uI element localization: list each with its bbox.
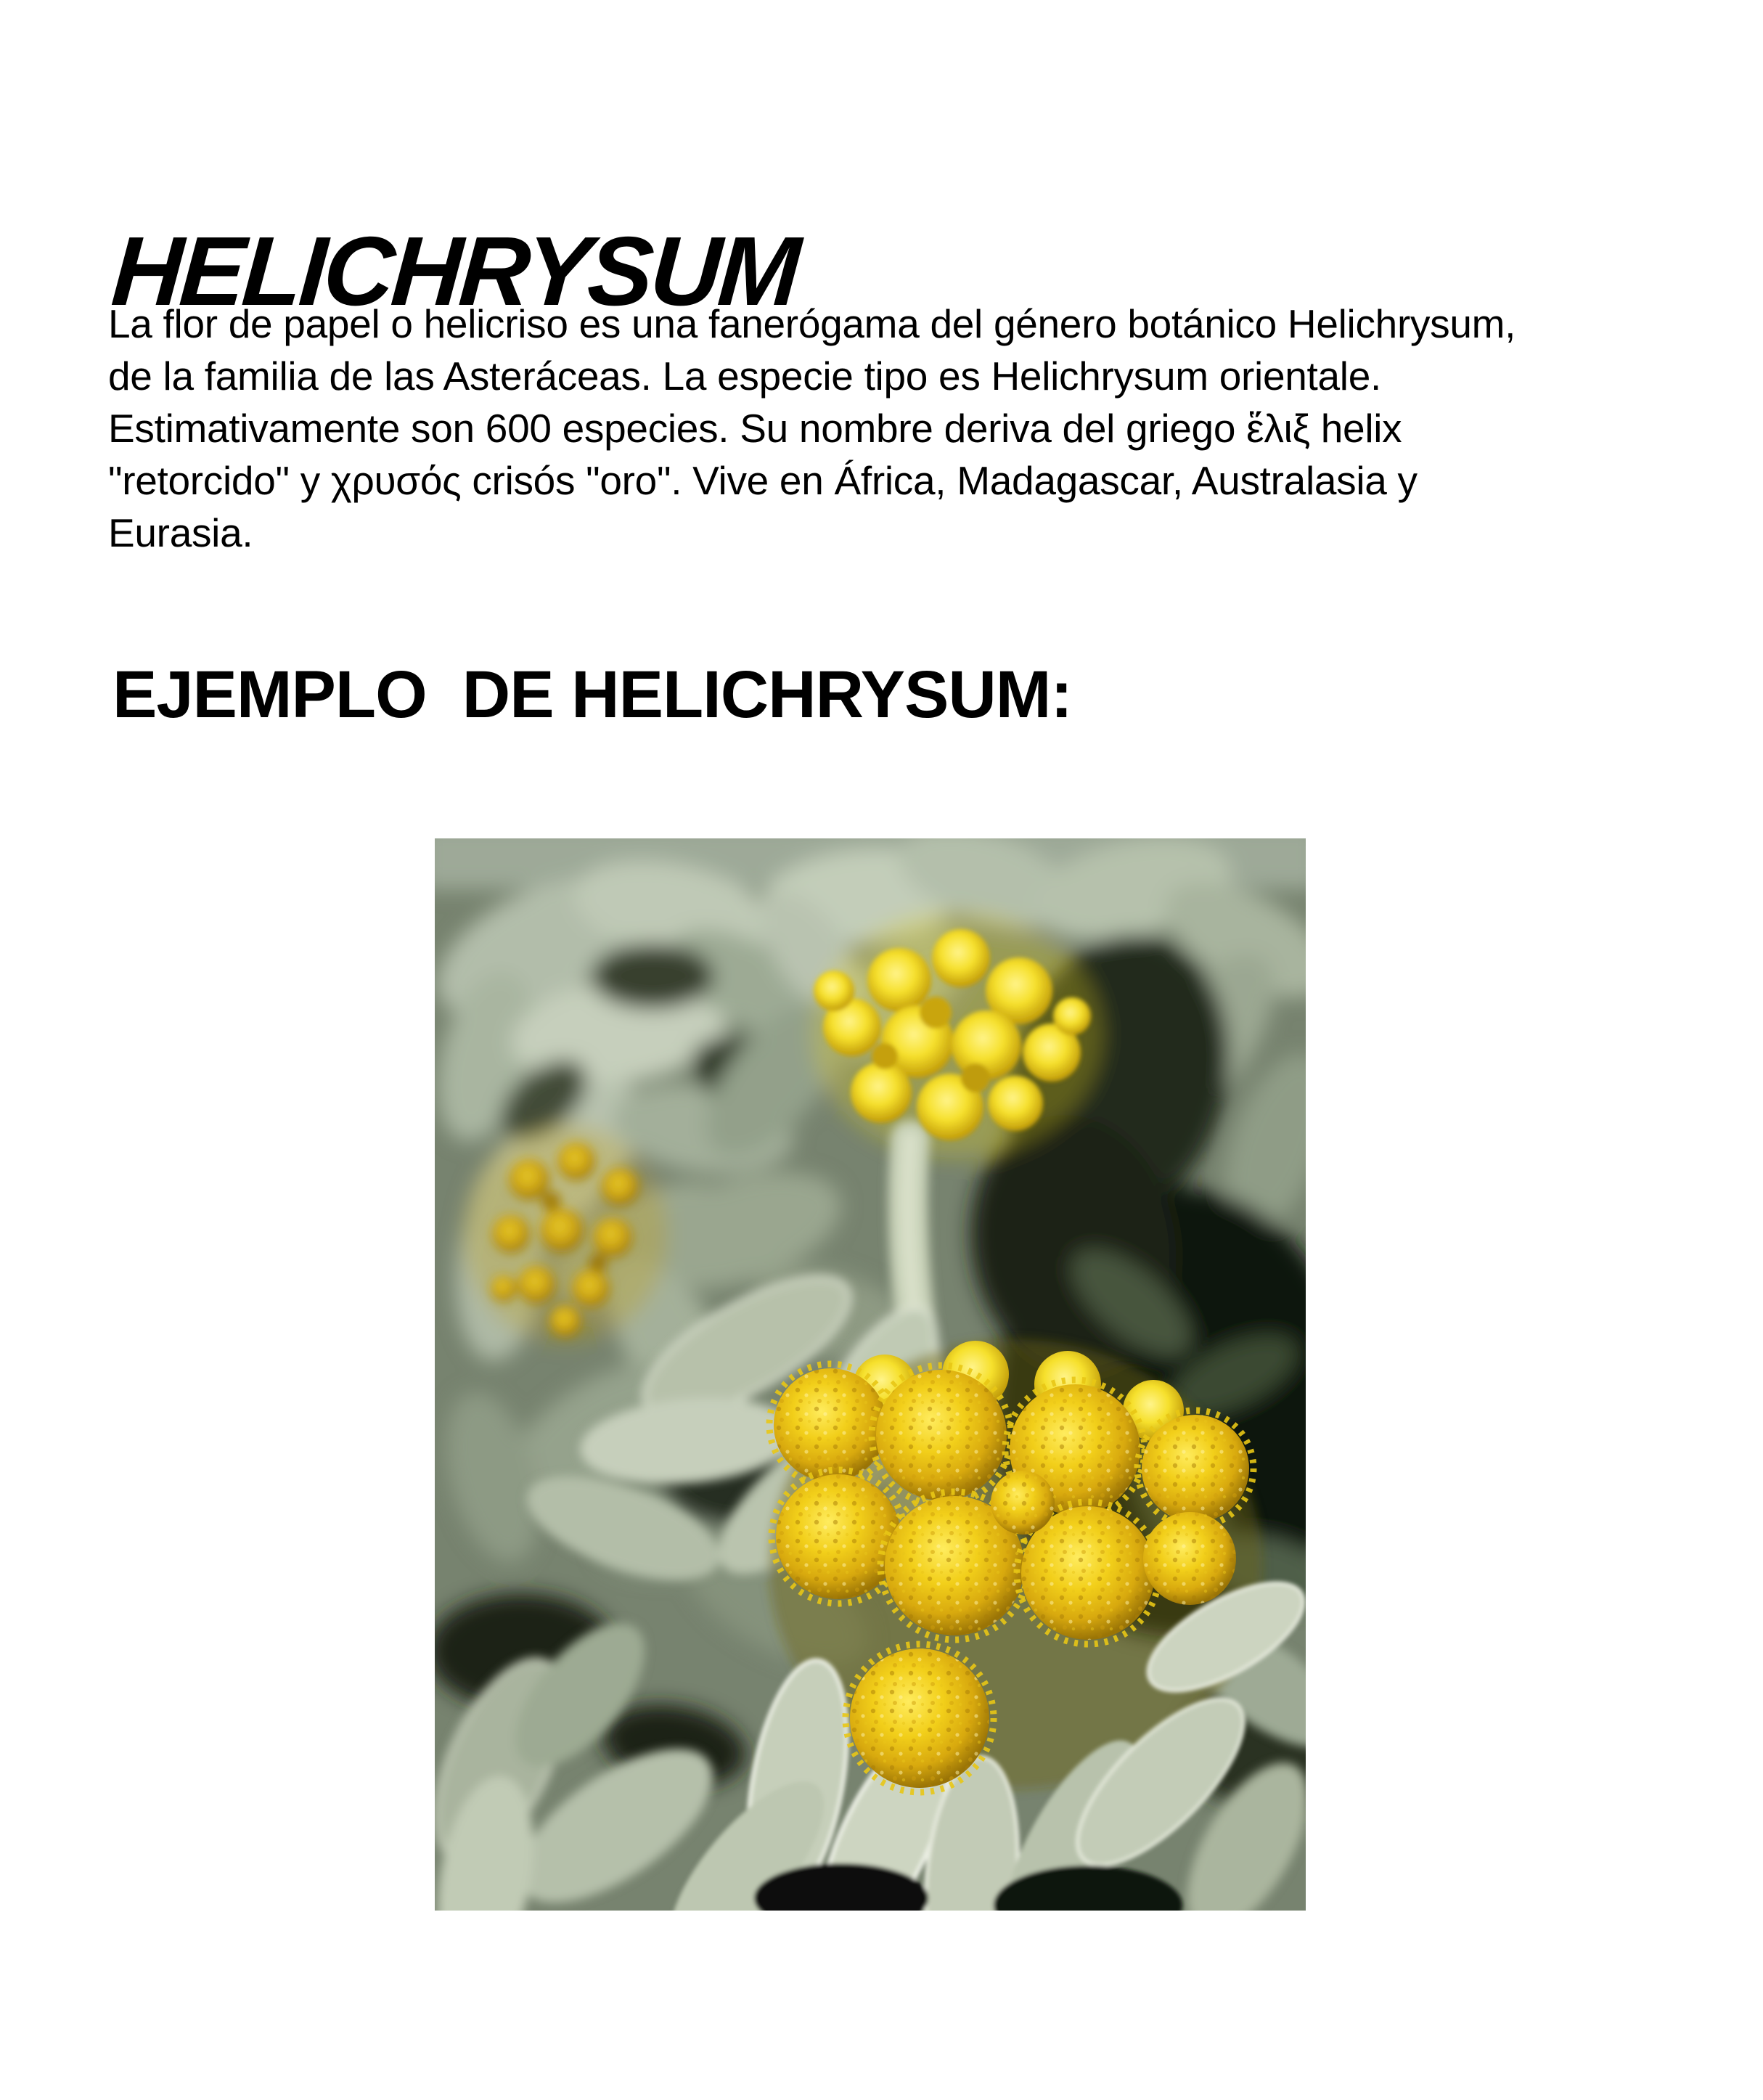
helichrysum-photo <box>435 838 1306 1911</box>
helichrysum-photo-illustration <box>435 838 1306 1911</box>
paragraph-line: de la familia de las Asteráceas. La especie tipo es Helichrysum orientale. <box>108 354 1381 399</box>
page-title: HELICHRYSUM <box>108 216 801 327</box>
paragraph-line: Eurasia. <box>108 510 253 555</box>
paragraph-line: Estimativamente son 600 especies. Su nombre deriva del griego ἕλιξ helix <box>108 406 1402 451</box>
intro-paragraph <box>108 298 1515 559</box>
paragraph-line: "retorcido" y χρυσός crisós "oro". Vive en África, Madagascar, Australasia y <box>108 458 1418 503</box>
section-heading: EJEMPLO DE HELICHRYSUM: <box>113 658 1073 732</box>
paragraph-line: La flor de papel o helicriso es una fanerógama del género botánico Helichrysum, <box>108 301 1516 346</box>
